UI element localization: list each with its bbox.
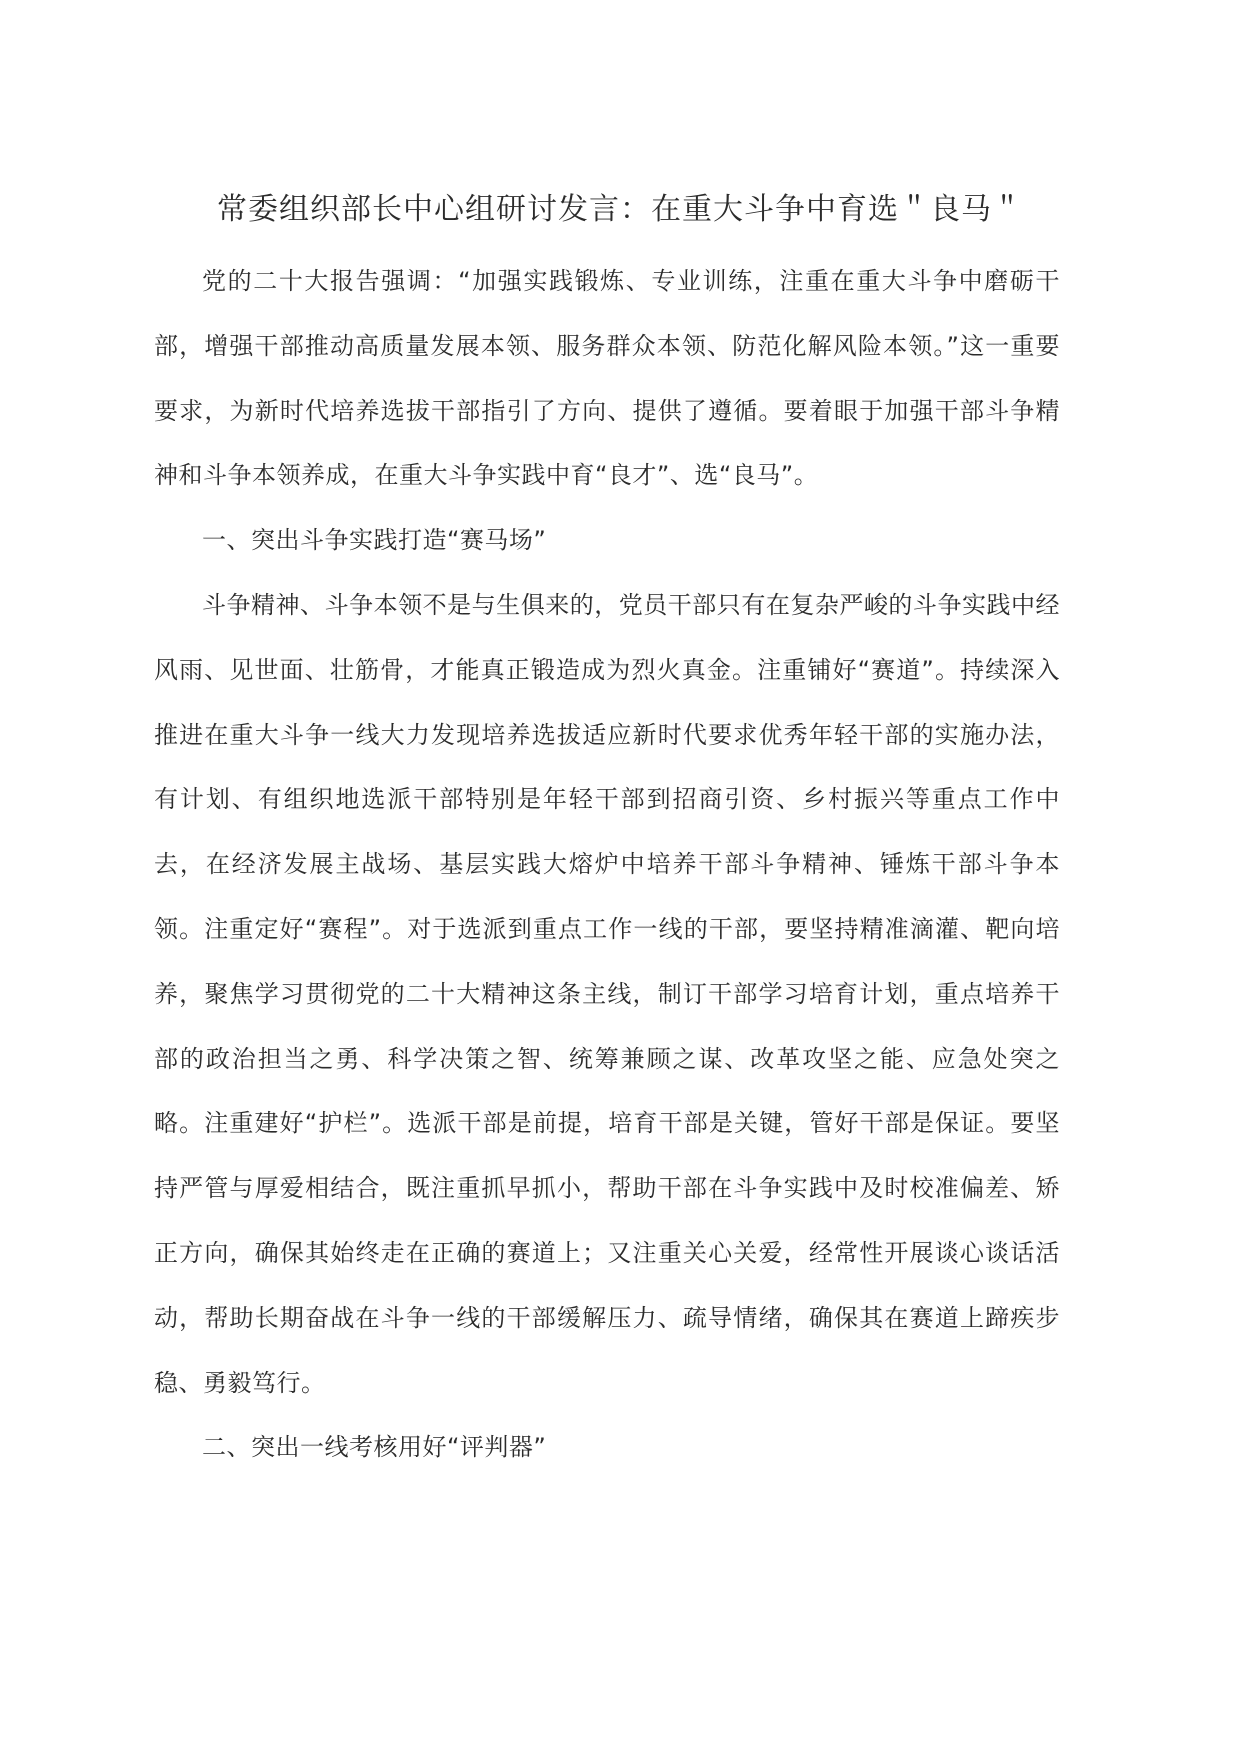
document-title: 常委组织部长中心组研讨发言：在重大斗争中育选＂良马＂ — [217, 192, 1023, 227]
section-1-paragraph: 斗争精神、斗争本领不是与生俱来的，党员干部只有在复杂严峻的斗争实践中经风雨、见世面、壮筋骨，才能真正锻造成为烈火真金。注重铺好“赛道”。持续深入推进在重大斗争一线大力发现培养选拔适应新时代要求优秀年轻干部的实施办法，有计划、有组织地选派干部特别是年轻干部到招商引资、乡村振兴等重点工作中去，在经济发展主战场、基层实践大熔炉中培养干部斗争精神、锤炼干部斗争本领。注重定好“赛程”。对于选派到重点工作一线的干部，要坚持精准滴灌、靶向培养，聚焦学习贯彻党的二十大精神这条主线，制订干部学习培育计划，重点培养干部的政治担当之勇、科学决策之智、统筹兼顾之谋、改革攻坚之能、应急处突之略。注重建好“护栏”。选派干部是前提，培育干部是关键，管好干部是保证。要坚持严管与厚爱相结合，既注重抓早抓小，帮助干部在斗争实践中及时校准偏差、矫正方向，确保其始终走在正确的赛道上；又注重关心关爱，经常性开展谈心谈话活动，帮助长期奋战在斗争一线的干部缓解压力、疏导情绪，确保其在赛道上蹄疾步稳、勇毅笃行。 — [154, 590, 1060, 1397]
section-heading-2: 二、突出一线考核用好“评判器” — [202, 1433, 547, 1462]
section-heading-1: 一、突出斗争实践打造“赛马场” — [202, 526, 547, 555]
document-body — [154, 249, 1060, 1480]
intro-paragraph: 党的二十大报告强调：“加强实践锻炼、专业训练，注重在重大斗争中磨砺干部，增强干部推动高质量发展本领、服务群众本领、防范化解风险本领。”这一重要要求，为新时代培养选拔干部指引了方向、提供了遵循。要着眼于加强干部斗争精神和斗争本领养成，在重大斗争实践中育“良才”、选“良马”。 — [154, 267, 1060, 490]
